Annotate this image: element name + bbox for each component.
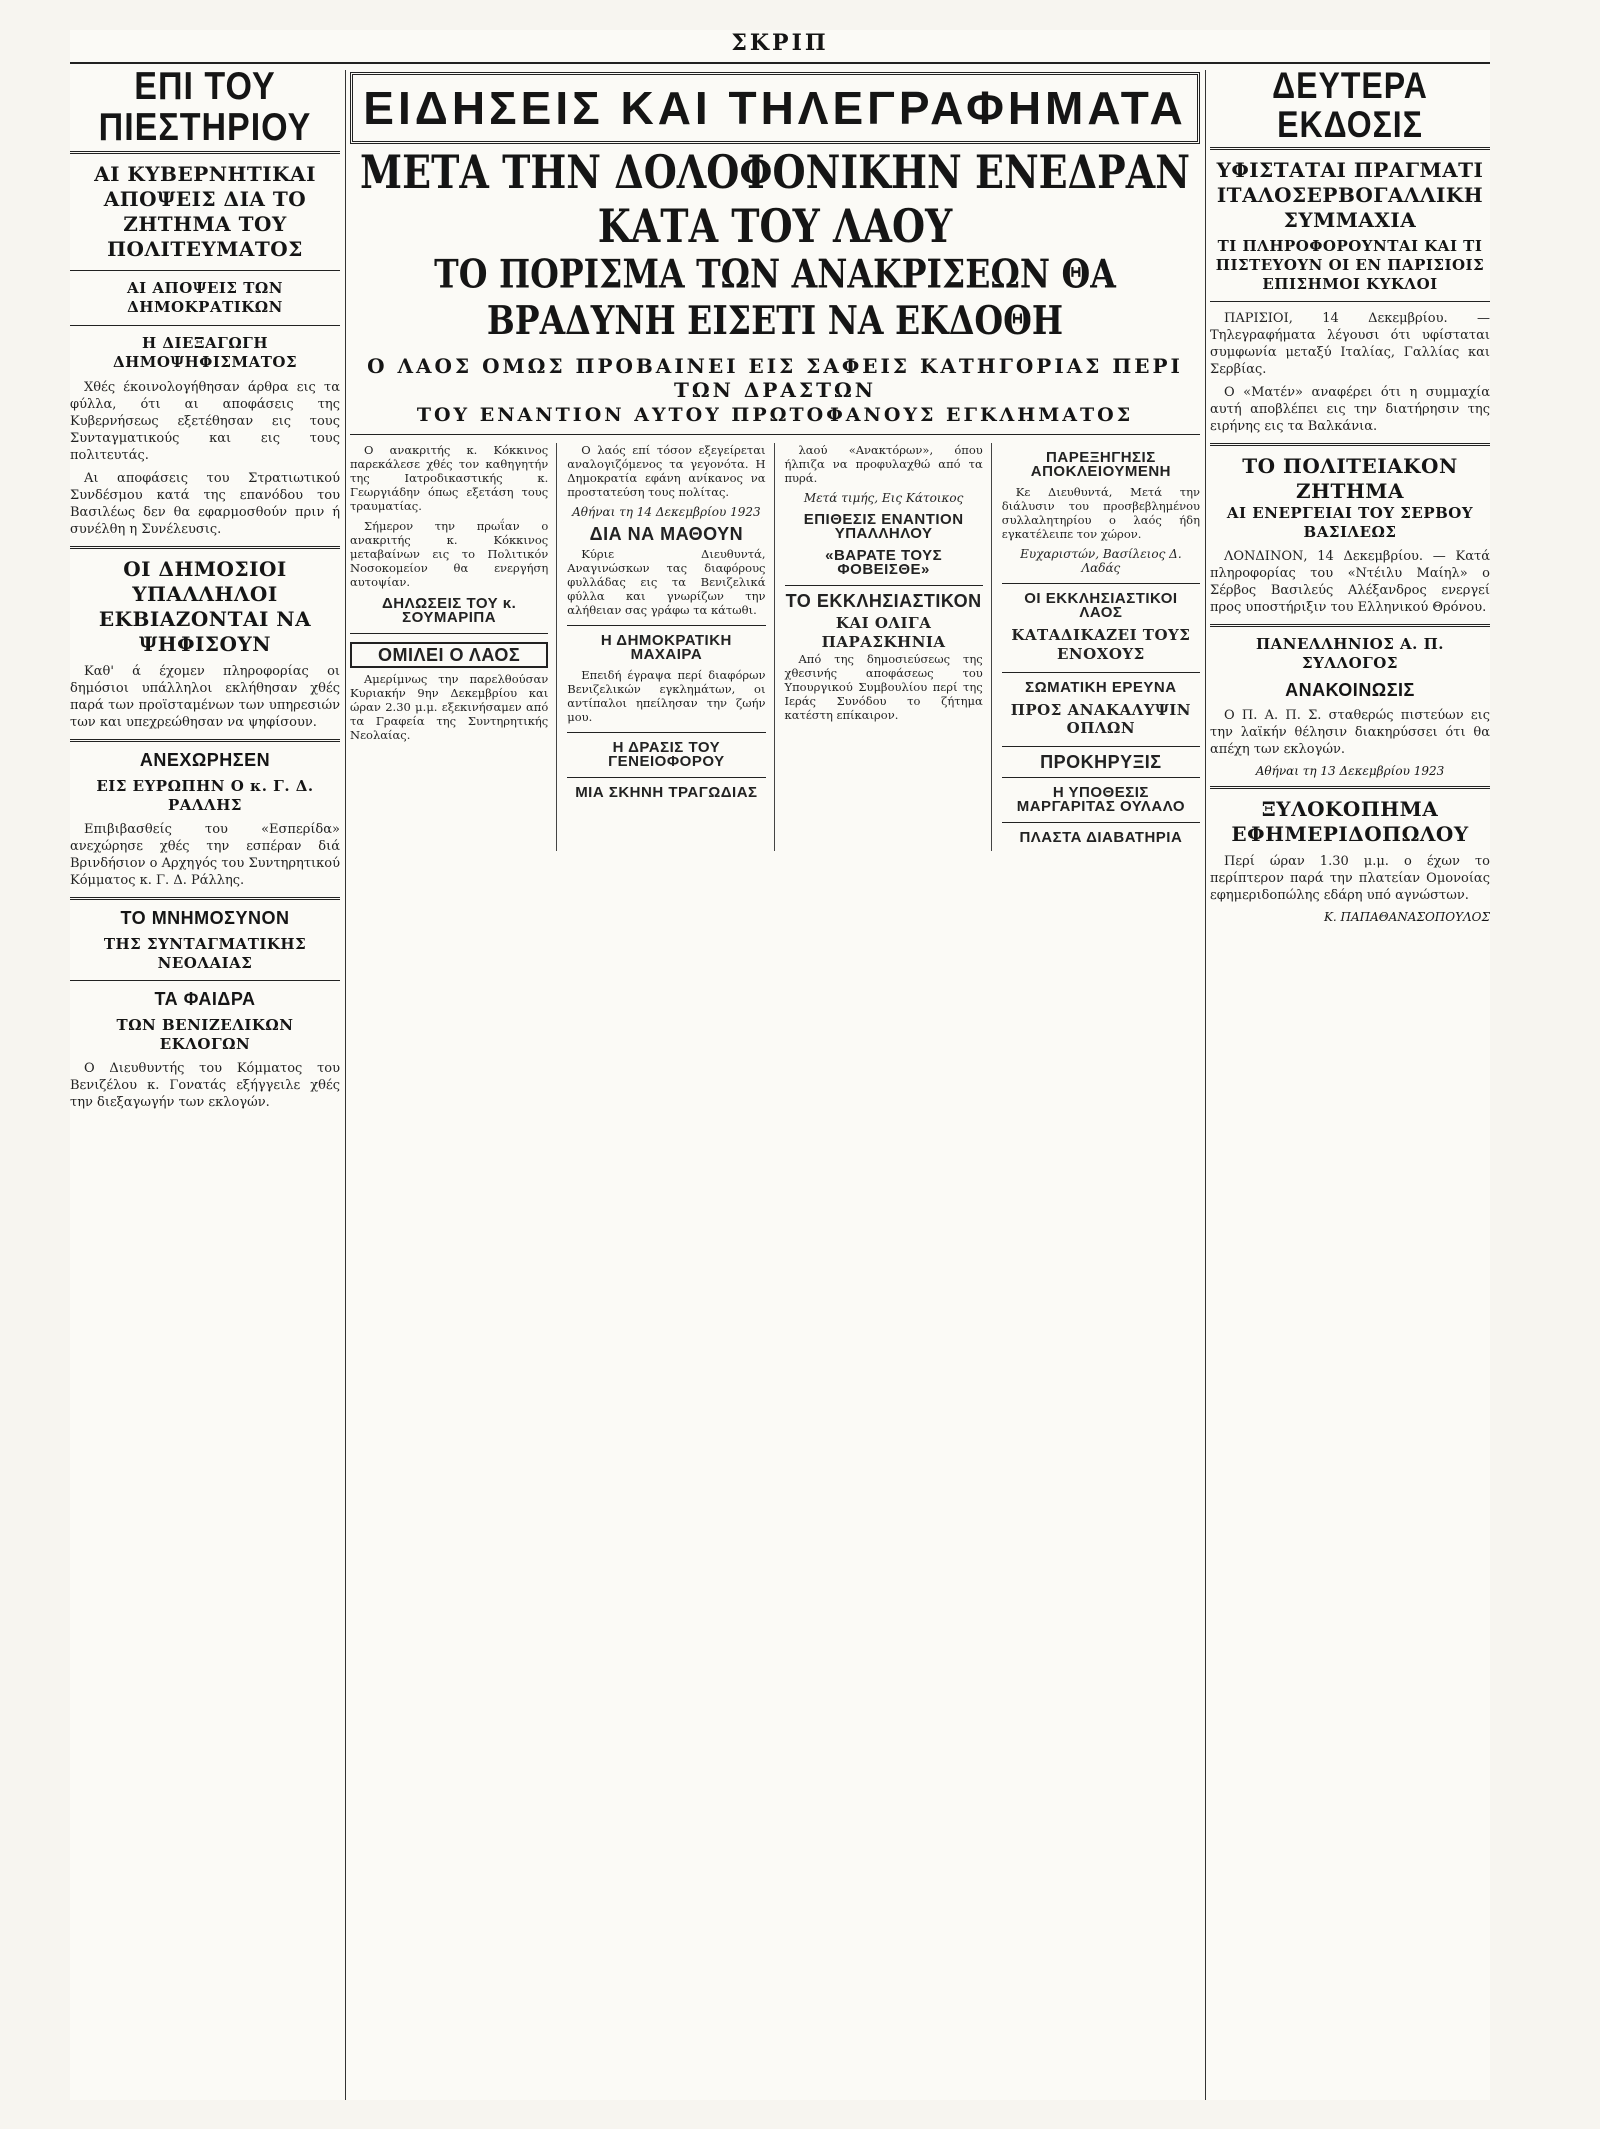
section-banner: ΕΙΔΗΣΕΙΣ ΚΑΙ ΤΗΛΕΓΡΑΦΗΜΑΤΑ (350, 72, 1200, 144)
right-column-title: ΔΕΥΤΕΡΑ ΕΚΔΟΣΙΣ (1272, 72, 1428, 145)
section-subheading: ΑΙ ΕΝΕΡΓΕΙΑΙ ΤΟΥ ΣΕΡΒΟΥ ΒΑΣΙΛΕΩΣ (1226, 504, 1474, 542)
section-heading: ΤΟ ΕΚΚΛΗΣΙΑΣΤΙΚΟΝ (785, 591, 982, 611)
signature: Ευχαριστών, Βασίλειος Δ. Λαδάς (1020, 547, 1182, 575)
section-heading: Η ΔΗΜΟΚΡΑΤΙΚΗ ΜΑΧΑΙΡΑ (600, 632, 732, 663)
section-heading: ΑΝΕΧΩΡΗΣΕΝ (139, 750, 271, 771)
divider (1210, 301, 1490, 302)
article-paragraph: λαού «Ανακτόρων», όπου ήλπιζα να προφυλαχθώ από τα πυρά. (784, 443, 983, 485)
newspaper-page (70, 30, 1490, 2100)
masthead: ΣΚΡΙΠ (731, 30, 829, 56)
divider (70, 739, 340, 742)
section-heading: ΠΑΝΕΛΛΗΝΙΟΣ Α. Π. ΣΥΛΛΟΓΟΣ (1256, 634, 1444, 672)
article-paragraph: Αμερίμνως την παρελθούσαν Κυριακήν 9ην Δεκεμβρίου και ώραν 2.30 μ.μ. εξεκινήσαμεν από τα Γραφεία της Συντηρητικής Νεολαίας. (350, 672, 549, 742)
section-heading: ΟΙ ΔΗΜΟΣΙΟΙ ΥΠΑΛΛΗΛΟΙ ΕΚΒΙΑΖΟΝΤΑΙ ΝΑ ΨΗΦΙΣΟΥΝ (98, 557, 312, 657)
sub-column (567, 443, 774, 851)
divider (1002, 746, 1200, 747)
divider (1210, 147, 1490, 150)
right-column (1210, 72, 1490, 2100)
headline: ΥΦΙΣΤΑΤΑΙ ΠΡΑΓΜΑΤΙ ΙΤΑΛΟΣΕΡΒΟΓΑΛΛΙΚΗ ΣΥΜΜΑΧΙΑ (1216, 158, 1484, 233)
section-heading: Η ΥΠΟΘΕΣΙΣ ΜΑΡΓΑΡΙΤΑΣ ΟΥΛΑΛΟ (1016, 784, 1186, 815)
section-heading: ΕΠΙΘΕΣΙΣ ΕΝΑΝΤΙΟΝ ΥΠΑΛΛΗΛΟΥ (803, 511, 964, 542)
section-heading: ΞΥΛΟΚΟΠΗΜΑ ΕΦΗΜΕΡΙΔΟΠΩΛΟΥ (1231, 797, 1469, 847)
divider (1210, 443, 1490, 446)
divider (70, 270, 340, 271)
headline: ΑΙ ΚΥΒΕΡΝΗΤΙΚΑΙ ΑΠΟΨΕΙΣ ΔΙΑ ΤΟ ΖΗΤΗΜΑ ΤΟΥ ΠΟΛΙΤΕΥΜΑΤΟΣ (94, 162, 316, 262)
article-paragraph: Ο λαός επί τόσον εξεγείρεται αναλογιζόμενος τα γεγονότα. Η Δημοκρατία εφάνη ανίκανος να προστατεύση τους πολίτας. (567, 443, 766, 499)
article-paragraph: Χθές έκοινολογήθησαν άρθρα εις τα φύλλα, ότι αι αποφάσεις της Κυβερνήσεως εξετέθησαν εις τους Συνταγματικούς και εις τους πολιτευτάς. (70, 380, 340, 464)
article-paragraph: Περί ώραν 1.30 μ.μ. ο έχων το περίπτερον παρά την πλατείαν Ομονοίας εφημεριδοπώλης εδάρη υπό αγνώστων. (1210, 854, 1490, 904)
column-divider (1205, 70, 1206, 2100)
article-paragraph: Επιβιβασθείς του «Εσπερίδα» ανεχώρησε χθές την εσπέραν διά Βρινδήσιον ο Αρχηγός του Συντηρητικού Κόμματος κ. Γ. Δ. Ράλλης. (70, 821, 340, 888)
article-paragraph: Από της δημοσιεύσεως της χθεσινής αποφάσεως του Υπουργικού Συμβουλίου περί της Ιεράς Συνόδου το ζήτημα κατέστη επίκαιρον. (784, 651, 983, 722)
center-column (350, 72, 1200, 2100)
signature: Κ. ΠΑΠΑΘΑΝΑΣΟΠΟΥΛΟΣ (1323, 910, 1490, 925)
section-heading: Η ΔΡΑΣΙΣ ΤΟΥ ΓΕΝΕΙΟΦΟΡΟΥ (608, 739, 725, 770)
left-column (70, 72, 340, 2100)
divider (350, 633, 548, 634)
divider (70, 980, 340, 981)
article-paragraph: Καθ' ά έχομεν πληροφορίας οι δημόσιοι υπάλληλοι εκλήθησαν χθές παρά των προϊσταμένων των υπηρεσιών των και υπεχρεώθησαν να ψηφίσουν. (70, 664, 340, 731)
article-paragraph: Κύριε Διευθυντά, Αναγινώσκων τας διαφόρους φυλλάδας εις τα Βενιζελικά φύλλα και γνωρίζων την αλήθειαν σας γράφω τα κάτωθι. (567, 547, 766, 617)
section-heading: ΔΙΑ ΝΑ ΜΑΘΟΥΝ (589, 524, 744, 544)
section-subheading: ΕΙΣ ΕΥΡΩΠΗΝ Ο κ. Γ. Δ. ΡΑΛΛΗΣ (96, 777, 314, 815)
divider (567, 732, 765, 733)
signature: Μετά τιμής, Εις Κάτοικος (803, 491, 964, 505)
divider (785, 585, 983, 586)
deck-line: Ο ΛΑΟΣ ΟΜΩΣ ΠΡΟΒΑΙΝΕΙ ΕΙΣ ΣΑΦΕΙΣ ΚΑΤΗΓΟΡΙΑΣ ΠΕΡΙ ΤΩΝ ΔΡΑΣΤΩΝ (367, 354, 1183, 402)
divider (1002, 672, 1200, 673)
article-paragraph: Ο Διευθυντής του Κόμματος του Βενιζέλου κ. Γονατάς εξήγγειλε χθές την διεξαγωγήν των εκλογών. (70, 1060, 340, 1110)
section-subheading: ΚΑΙ ΟΛΙΓΑ ΠΑΡΑΣΚΗΝΙΑ (821, 614, 946, 651)
section-subheading: ΚΑΤΑΔΙΚΑΖΕΙ ΤΟΥΣ ΕΝΟΧΟΥΣ (1011, 626, 1191, 663)
article-paragraph: Ο «Ματέν» αναφέρει ότι η συμμαχία αυτή αποβλέπει εις την διατήρησιν της ειρήνης εις τα Βαλκάνια. (1210, 385, 1490, 435)
divider (70, 151, 340, 154)
section-subheading: ΤΩΝ ΒΕΝΙΖΕΛΙΚΩΝ ΕΚΛΟΓΩΝ (116, 1016, 294, 1054)
wire-paragraph: ΛΟΝΔΙΝΟΝ, 14 Δεκεμβρίου. — Κατά πληροφορίας του «Ντέιλυ Μαίηλ» ο Σέρβος Βασιλεύς Αλέξανδρος ενεργεί προς υποστήριξιν του Ελληνικού Θρόνου. (1210, 548, 1490, 615)
divider (567, 625, 765, 626)
wire-paragraph: ΠΑΡΙΣΙΟΙ, 14 Δεκεμβρίου. — Τηλεγραφήματα λέγουσι ότι υφίσταται συμφωνία μεταξύ Ιταλίας, Γαλλίας και Σερβίας. (1210, 311, 1490, 378)
main-headline: ΜΕΤΑ ΤΗΝ ΔΟΛΟΦΟΝΙΚΗΝ ΕΝΕΔΡΑΝ ΚΑΤΑ ΤΟΥ ΛΑΟΥ (360, 145, 1190, 253)
section-heading: ΤΟ ΜΝΗΜΟΣΥΝΟΝ (120, 907, 290, 928)
divider (350, 434, 1200, 435)
section-heading: ΔΗΛΩΣΕΙΣ ΤΟΥ κ. ΣΟΥΜΑΡΙΠΑ (381, 595, 517, 626)
section-heading: ΠΛΑΣΤΑ ΔΙΑΒΑΤΗΡΙΑ (1019, 829, 1183, 846)
sub-column (1002, 443, 1200, 851)
divider (70, 325, 340, 326)
article-paragraph: Κε Διευθυντά, Μετά την διάλυσιν του προσβεβλημένου συλλαλητηρίου ο λαός ήδη εγκατέλειπε τον χώρον. (1001, 485, 1200, 541)
divider (1002, 777, 1200, 778)
section-heading: ΠΡΟΚΗΡΥΞΙΣ (1040, 752, 1162, 772)
article-paragraph: Ο Π. Α. Π. Σ. σταθερώς πιστεύων εις την λαϊκήν θέλησιν διακηρύσσει ότι θα απέχη των εκλογών. (1210, 708, 1490, 758)
section-heading: ΟΜΙΛΕΙ Ο ΛΑΟΣ (350, 642, 548, 668)
divider (1002, 822, 1200, 823)
main-subheadline: ΤΟ ΠΟΡΙΣΜΑ ΤΩΝ ΑΝΑΚΡΙΣΕΩΝ ΘΑ ΒΡΑΔΥΝΗ ΕΙΣΕΤΙ ΝΑ ΕΚΔΟΘΗ (434, 250, 1116, 344)
article-paragraph: Ο ανακριτής κ. Κόκκινος παρεκάλεσε χθές τον καθηγητήν της Ιατροδικαστικής κ. Γεωργιάδην όπως εξετάση τους τραυματίας. (350, 443, 549, 513)
left-column-title: ΕΠΙ ΤΟΥ ΠΙΕΣΤΗΡΙΟΥ (98, 72, 312, 150)
section-subheading: ΤΗΣ ΣΥΝΤΑΓΜΑΤΙΚΗΣ ΝΕΟΛΑΙΑΣ (103, 934, 307, 972)
article-paragraph: Επειδή έγραψα περί διαφόρων Βενιζελικών εγκλημάτων, οι αντίπαλοι ηπείλησαν την ζωήν μου. (567, 668, 766, 724)
section-heading: ΤΟ ΠΟΛΙΤΕΙΑΚΟΝ ΖΗΤΗΜΑ (1242, 454, 1458, 504)
section-subheading: ΑΝΑΚΟΙΝΩΣΙΣ (1285, 680, 1415, 701)
masthead-rule (70, 62, 1490, 64)
section-heading: ΣΩΜΑΤΙΚΗ ΕΡΕΥΝΑ (1025, 678, 1177, 696)
section-heading: «ΒΑΡΑΤΕ ΤΟΥΣ ΦΟΒΕΙΣΘΕ» (825, 547, 943, 578)
section-heading: ΤΑ ΦΑΙΔΡΑ (154, 989, 256, 1010)
sub-column (350, 443, 557, 851)
sub-column (785, 443, 992, 851)
divider (70, 546, 340, 549)
section-heading: ΟΙ ΕΚΚΛΗΣΙΑΣΤΙΚΟΙ ΛΑΟΣ (1024, 590, 1178, 621)
headline: ΤΙ ΠΛΗΡΟΦΟΡΟΥΝΤΑΙ ΚΑΙ ΤΙ ΠΙΣΤΕΥΟΥΝ ΟΙ ΕΝ ΠΑΡΙΣΙΟΙΣ ΕΠΙΣΗΜΟΙ ΚΥΚΛΟΙ (1215, 237, 1485, 293)
divider (567, 777, 765, 778)
divider (70, 897, 340, 900)
section-heading: ΜΙΑ ΣΚΗΝΗ ΤΡΑΓΩΔΙΑΣ (575, 784, 758, 801)
deck-line: ΤΟΥ ΕΝΑΝΤΙΟΝ ΑΥΤΟΥ ΠΡΩΤΟΦΑΝΟΥΣ ΕΓΚΛΗΜΑΤΟΣ (416, 404, 1134, 426)
divider (1210, 624, 1490, 627)
dateline: Αθήναι τη 14 Δεκεμβρίου 1923 (572, 505, 761, 519)
headline: Η ΔΙΕΞΑΓΩΓΗ ΔΗΜΟΨΗΦΙΣΜΑΤΟΣ (112, 333, 298, 371)
section-heading: ΠΑΡΕΞΗΓΗΣΙΣ ΑΠΟΚΛΕΙΟΥΜΕΝΗ (1030, 449, 1171, 480)
headline: ΑΙ ΑΠΟΨΕΙΣ ΤΩΝ ΔΗΜΟΚΡΑΤΙΚΩΝ (127, 279, 283, 317)
divider (1210, 786, 1490, 789)
article-paragraph: Σήμερον την πρωΐαν ο ανακριτής κ. Κόκκινος μεταβαίνων εις το Πολιτικόν Νοσοκομείον θα ενεργήση αυτοψίαν. (350, 519, 549, 589)
column-divider (345, 70, 346, 2100)
article-paragraph: Αι αποφάσεις του Στρατιωτικού Συνδέσμου κατά της επανόδου του Βασιλέως δεν θα εφαρμοσθούν πριν ή συνέλθη η Συνέλευσις. (70, 471, 340, 538)
dateline: Αθήναι τη 13 Δεκεμβρίου 1923 (1255, 764, 1445, 779)
divider (1002, 583, 1200, 584)
section-subheading: ΠΡΟΣ ΑΝΑΚΑΛΥΨΙΝ ΟΠΛΩΝ (1010, 700, 1192, 738)
